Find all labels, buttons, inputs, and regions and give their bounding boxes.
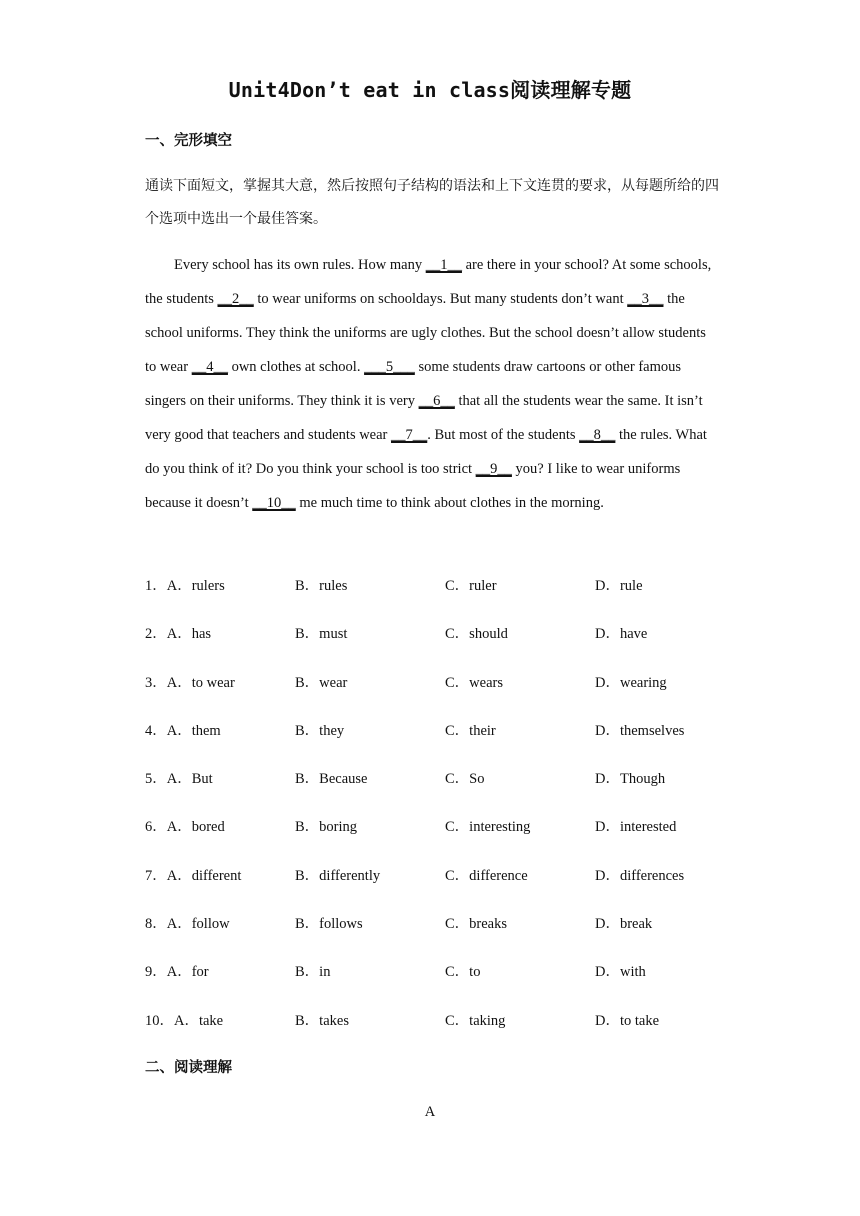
passage-text: the rules. What do you think of it? Do you think your school is too strict [145, 427, 707, 477]
question-row [145, 1001, 745, 1049]
option-d[interactable]: D．Though [595, 771, 666, 788]
option-a[interactable] [145, 622, 211, 643]
passage-text: some students draw cartoons or other famous singers on their uniforms. They think it is very [145, 359, 682, 409]
question-number: 4． [145, 722, 167, 739]
option-c[interactable]: C．their [445, 722, 496, 739]
option-b[interactable]: B．wear [295, 674, 348, 691]
option-a[interactable] [145, 574, 225, 595]
option-c[interactable]: C．wears [445, 674, 503, 691]
options-list [145, 566, 745, 1049]
question-number: 1． [145, 578, 167, 594]
option-a[interactable] [145, 1009, 223, 1030]
passage-label: A [424, 1104, 436, 1120]
option-b[interactable]: B．takes [295, 1012, 349, 1029]
option-d[interactable]: D．themselves [595, 722, 685, 739]
question-row [145, 759, 745, 807]
option-c[interactable]: C．breaks [445, 916, 508, 933]
question-number: 3． [145, 674, 167, 691]
question-row [145, 856, 745, 904]
option-a[interactable] [145, 671, 235, 692]
option-a[interactable] [145, 815, 225, 836]
passage-text: that all the students wear the same. It isn’t very good that teachers and students wear [145, 393, 703, 443]
cloze-blank: __9__ [475, 461, 512, 477]
option-b[interactable]: B．differently [295, 867, 381, 884]
option-b[interactable]: B．they [295, 722, 345, 739]
option-a-label: A．for [166, 964, 209, 981]
cloze-blank: __2__ [217, 291, 254, 307]
passage-text: . But most of the students [427, 427, 580, 443]
option-c[interactable]: C．to [445, 964, 481, 981]
cloze-blank: __6__ [418, 393, 455, 409]
option-a-label: A．take [174, 1012, 224, 1029]
question-row [145, 566, 745, 614]
option-a-label: A．But [166, 771, 213, 788]
option-d[interactable]: D．break [595, 916, 653, 933]
question-row [145, 711, 745, 759]
cloze-blank: __3__ [627, 291, 664, 307]
passage-text: are there in your school? At some schools, the students [145, 257, 712, 307]
cloze-blank: __10__ [252, 495, 296, 511]
passage-text: own clothes at school. [227, 359, 365, 375]
option-d[interactable]: D．to take [595, 1012, 660, 1029]
option-d[interactable]: D．rule [595, 578, 643, 594]
question-row [145, 614, 745, 662]
option-a[interactable] [145, 767, 213, 788]
option-a[interactable] [145, 912, 230, 933]
cloze-blank: __1__ [425, 257, 462, 273]
option-a-label: A．them [166, 722, 221, 739]
option-d[interactable]: D．differences [595, 867, 685, 884]
question-row [145, 904, 745, 952]
passage-text: you? I like to wear uniforms because it doesn’t [145, 461, 681, 511]
option-c[interactable]: C．interesting [445, 819, 531, 836]
page-title: Unit4Don’t eat in class阅读理解专题 [228, 78, 632, 102]
cloze-blank: __8__ [579, 427, 616, 443]
passage-text: Every school has its own rules. How many [174, 257, 426, 273]
cloze-passage [145, 248, 720, 520]
option-a[interactable] [145, 864, 241, 885]
instructions-text: 通读下面短文，掌握其大意，然后按照句子结构的语法和上下文连贯的要求，从每题所给的四个选项中选出一个最佳答案。 [145, 178, 719, 227]
cloze-blank: __7__ [391, 427, 428, 443]
question-number: 10． [145, 1012, 174, 1029]
option-b[interactable]: B．follows [295, 916, 363, 933]
option-b[interactable]: B．in [295, 964, 331, 981]
section-heading-reading: 二、阅读理解 [145, 1060, 232, 1076]
option-b[interactable]: B．boring [295, 819, 358, 836]
option-d[interactable]: D．interested [595, 819, 677, 836]
cloze-blank: ___5___ [364, 359, 415, 375]
option-c[interactable]: C．difference [445, 867, 528, 884]
option-b[interactable]: B．rules [295, 578, 348, 594]
section-heading-cloze: 一、完形填空 [145, 133, 232, 149]
question-number: 5． [145, 771, 167, 788]
option-c[interactable]: C．should [445, 626, 508, 643]
passage-text: me much time to think about clothes in the morning. [295, 495, 604, 511]
question-row [145, 663, 745, 711]
question-row [145, 952, 745, 1000]
question-number: 2． [145, 626, 167, 643]
passage-text: the school uniforms. They think the uniforms are ugly clothes. But the school doesn’t allow students to wear [145, 291, 706, 375]
option-a[interactable] [145, 719, 221, 740]
option-a[interactable] [145, 960, 209, 981]
option-c[interactable]: C．ruler [445, 578, 497, 594]
option-c[interactable]: C．taking [445, 1012, 506, 1029]
question-number: 9． [145, 964, 167, 981]
question-row [145, 807, 745, 855]
option-d[interactable]: D．wearing [595, 674, 667, 691]
option-b[interactable]: B．must [295, 626, 348, 643]
option-a-label: A．follow [166, 916, 230, 933]
option-c[interactable]: C．So [445, 771, 485, 788]
option-a-label: A．bored [166, 819, 225, 836]
option-a-label: A．different [166, 867, 242, 884]
option-d[interactable]: D．with [595, 964, 646, 981]
passage-text: to wear uniforms on schooldays. But many students don’t want [253, 291, 628, 307]
option-d[interactable]: D．have [595, 626, 648, 643]
question-number: 8． [145, 916, 167, 933]
option-b[interactable]: B．Because [295, 771, 368, 788]
option-a-label: A．has [166, 626, 212, 643]
cloze-blank: __4__ [191, 359, 228, 375]
question-number: 6． [145, 819, 167, 836]
option-a-label: A．rulers [166, 578, 225, 594]
option-a-label: A．to wear [166, 674, 235, 691]
question-number: 7． [145, 867, 167, 884]
